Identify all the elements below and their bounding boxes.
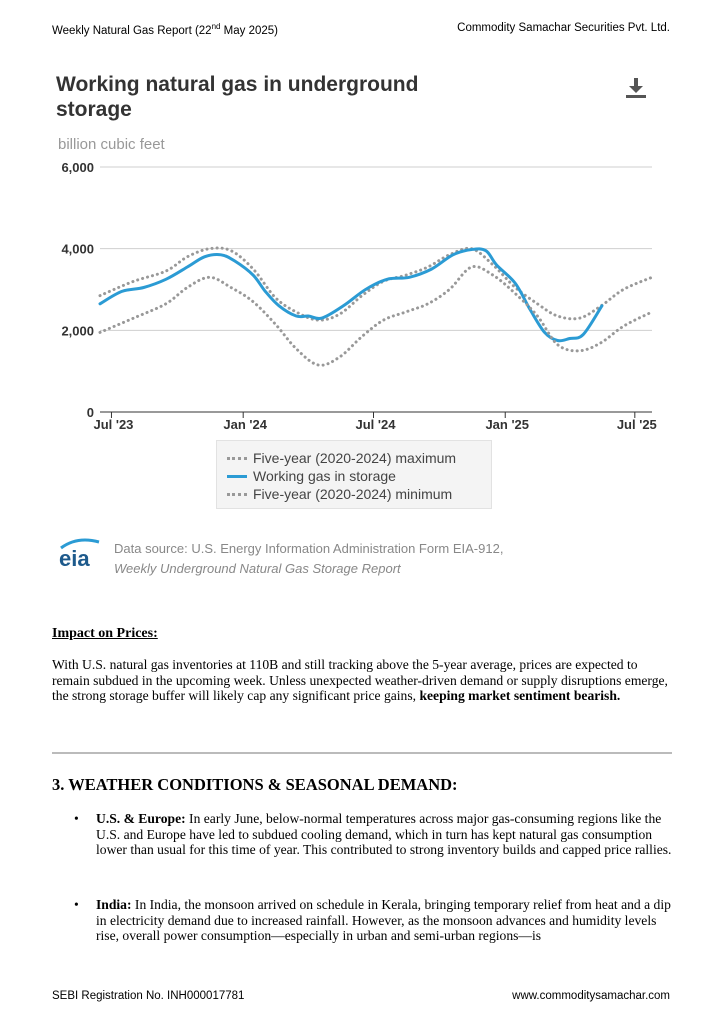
- x-tick-label: Jul '23: [93, 417, 134, 432]
- chart-series: [100, 248, 652, 365]
- legend-item-max[interactable]: [227, 449, 456, 467]
- impact-heading: Impact on Prices:: [52, 626, 158, 641]
- x-tick-label: Jul '25: [616, 417, 657, 432]
- header-text-tail: May 2025): [220, 24, 279, 37]
- chart-legend: [216, 440, 492, 509]
- header-text: Weekly Natural Gas Report (22: [52, 24, 212, 37]
- weather-heading: 3. WEATHER CONDITIONS & SEASONAL DEMAND:: [52, 775, 458, 794]
- legend-item-min[interactable]: [227, 485, 452, 503]
- x-axis-ticks: [93, 412, 656, 432]
- x-tick-label: Jan '24: [223, 417, 267, 432]
- section-divider: [52, 752, 672, 754]
- y-tick-label: 2,000: [61, 323, 94, 339]
- y-axis-ticks: [61, 160, 94, 420]
- y-tick-label: 0: [86, 405, 94, 420]
- bullet-icon: •: [74, 811, 79, 826]
- x-tick-label: Jul '24: [355, 417, 396, 432]
- eia-logo-text: eia: [59, 546, 90, 570]
- series-line-five-year-min: [100, 266, 652, 365]
- page-footer-left: SEBI Registration No. INH000017781: [52, 990, 245, 1002]
- legend-swatch-storage: [227, 475, 247, 478]
- list-item-label: India:: [96, 897, 132, 912]
- chart-grid: [100, 167, 652, 412]
- impact-bold-text: keeping market sentiment bearish.: [419, 688, 621, 703]
- header-superscript: nd: [211, 22, 221, 31]
- list-item: [96, 811, 674, 858]
- chart-subtitle: billion cubic feet: [58, 136, 165, 153]
- page-footer-right: www.commoditysamachar.com: [512, 990, 670, 1002]
- chart-title: Working natural gas in underground storage: [56, 73, 419, 121]
- y-tick-label: 6,000: [61, 160, 94, 175]
- impact-text: With U.S. natural gas inventories at 110B and still tracking above the 5-year average, prices are expected to remain subdued in the upcoming week. Unless unexpected weather-driven demand or supply disruptions emerge, the strong storage buffer will likely cap any significant price gains,: [52, 657, 668, 703]
- list-item-text: In early June, below-normal temperatures across major gas-consuming regions like the U.S. and Europe have led to subdued cooling demand, which in turn has kept natural gas consumption lower than usual for this time of year. This contributed to strong inventory builds and capped price rallies.: [96, 811, 672, 858]
- list-item: [96, 897, 674, 944]
- page-header-right: Commodity Samachar Securities Pvt. Ltd.: [457, 22, 670, 34]
- list-item-text: In India, the monsoon arrived on schedule in Kerala, bringing temporary relief from heat and a dip in electricity demand due to increased rainfall. However, as the monsoon advances and humidity levels rise, overall power consumption—especially in urban and semi-urban regions—is: [96, 897, 671, 944]
- legend-label-max: Five-year (2020-2024) maximum: [253, 450, 457, 466]
- legend-item-storage[interactable]: [227, 467, 396, 485]
- data-source-line: Data source: U.S. Energy Information Administration Form EIA-912,: [114, 541, 504, 556]
- y-tick-label: 4,000: [61, 241, 94, 257]
- legend-swatch-max: [227, 457, 247, 460]
- list-item-label: U.S. & Europe:: [96, 811, 186, 826]
- impact-paragraph: [52, 657, 674, 704]
- storage-chart: [0, 0, 724, 440]
- x-tick-label: Jan '25: [485, 417, 530, 432]
- legend-label-storage: Working gas in storage: [253, 468, 396, 484]
- eia-logo: [57, 534, 103, 570]
- data-source-report: Weekly Underground Natural Gas Storage Report: [114, 561, 401, 576]
- legend-label-min: Five-year (2020-2024) minimum: [253, 486, 453, 502]
- legend-swatch-min: [227, 493, 247, 496]
- bullet-icon: •: [74, 897, 79, 912]
